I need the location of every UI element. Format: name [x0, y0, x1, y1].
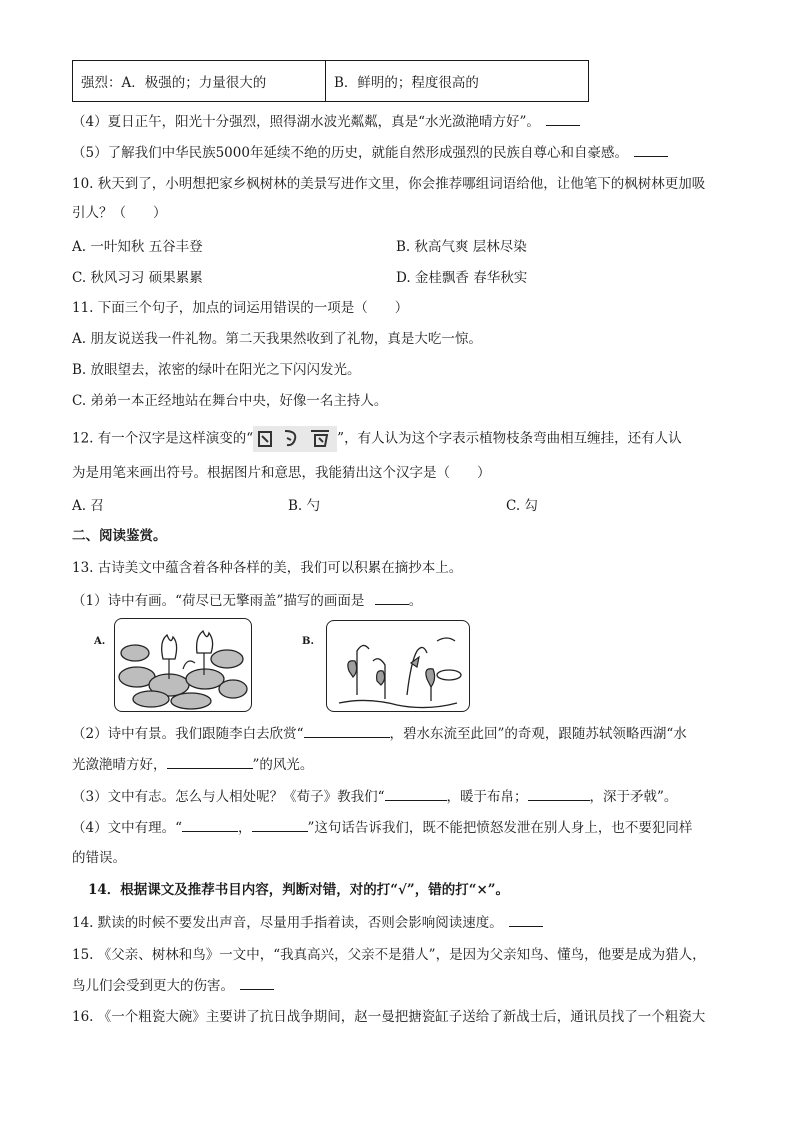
q13-item3-blank1[interactable] — [385, 786, 447, 801]
q13-item3 — [72, 786, 754, 807]
q13-item1-end: 。 — [408, 593, 423, 609]
q9-item4 — [72, 111, 754, 132]
glyph-evolution-icon — [253, 426, 337, 452]
q15-line1: 15. 《父亲、树林和鸟》一文中，“我真高兴，父亲不是猎人”，是因为父亲知鸟、懂鸟，他要是成为猎人， — [72, 947, 706, 963]
q13-item2-blank2[interactable] — [167, 754, 253, 769]
q13-item1-text: （1）诗中有画。“荷尽已无擎雨盖”描写的画面是 — [72, 593, 365, 609]
q13-item2-mid: ，碧水东流至此回”的奇观，跟随苏轼领略西湖“水 — [389, 726, 687, 742]
q10-stem-line2: 引人？（ ） — [72, 205, 167, 221]
q13-item2-line2 — [72, 754, 754, 775]
lotus-picture-a[interactable] — [114, 618, 252, 712]
q12-option-b[interactable]: B. 勺 — [288, 498, 321, 514]
q12-option-a[interactable]: A. 召 — [72, 498, 104, 514]
lotus-picture-b[interactable] — [326, 620, 470, 712]
q13-item4-line2: 的错误。 — [72, 850, 126, 866]
q10-option-a[interactable]: A. 一叶知秋 五谷丰登 — [72, 239, 203, 255]
section14-title: 14．根据课文及推荐书目内容，判断对错，对的打“√”，错的打“×”。 — [88, 882, 510, 898]
definition-cell-b: B．鲜明的；程度很高的 — [326, 61, 589, 102]
q13-item4-post: ”这句话告诉我们，既不能把愤怒发泄在别人身上，也不要犯同样 — [307, 820, 693, 836]
q12-option-c[interactable]: C. 勾 — [506, 498, 538, 514]
q13-item2-pre: （2）诗中有景。我们跟随李白去欣赏“ — [72, 726, 304, 742]
q13-item4 — [72, 817, 754, 838]
q12-stem-pre: 12. 有一个汉字是这样演变的“ — [72, 430, 254, 447]
lotus-bloom-icon — [115, 619, 251, 711]
q12-stem — [72, 426, 754, 452]
q13-item3-pre: （3）文中有志。怎么与人相处呢？《荀子》教我们“ — [72, 789, 385, 805]
q15-line2 — [72, 975, 754, 996]
q11-option-b[interactable]: B. 放眼望去，浓密的绿叶在阳光之下闪闪发光。 — [72, 362, 361, 378]
definition-cell-a: 强烈：A．极强的；力量很大的 — [73, 61, 326, 102]
q10-option-d[interactable]: D. 金桂飘香 春华秋实 — [396, 270, 528, 286]
q13-item3-post: ，深于矛戟”。 — [589, 789, 678, 805]
q14-text: 14. 默读的时候不要发出声音，尽量用手指着读，否则会影响阅读速度。 — [72, 915, 503, 931]
q9-item4-blank[interactable] — [546, 111, 580, 126]
section2-title: 二、阅读鉴赏。 — [72, 528, 167, 544]
q13-item4-blank1[interactable] — [182, 817, 238, 832]
q11-stem: 11. 下面三个句子，加点的词运用错误的一项是（ ） — [72, 300, 409, 316]
q10-option-c[interactable]: C. 秋风习习 硕果累累 — [72, 270, 203, 286]
q13-item2 — [72, 723, 754, 744]
q12-stem-post: ”，有人认为这个字表示植物枝条弯曲相互缠挂，还有人认 — [337, 430, 682, 447]
character-evolution-image — [253, 426, 337, 452]
q13-item2-line2-pre: 光潋滟晴方好， — [72, 757, 167, 773]
q13-item4-blank2[interactable] — [252, 817, 308, 832]
q15-line2-text: 鸟儿们会受到更大的伤害。 — [72, 978, 234, 994]
q10-stem-line1: 10. 秋天到了，小明想把家乡枫树林的美景写进作文里，你会推荐哪组词语给他，让他笔下的枫树林更加吸 — [72, 176, 706, 192]
q13-item4-comma: ， — [238, 820, 252, 836]
q9-item5-blank[interactable] — [634, 142, 668, 157]
q13-item3-blank2[interactable] — [528, 786, 590, 801]
image-b-label: B. — [302, 636, 314, 647]
q9-item5 — [72, 142, 754, 163]
q9-item4-text: （4）夏日正午，阳光十分强烈，照得湖水波光粼粼，真是“水光潋滟晴方好”。 — [72, 114, 540, 130]
q13-item3-mid: ，暖于布帛； — [446, 789, 528, 805]
q14-blank[interactable] — [509, 912, 543, 927]
q13-item1 — [72, 590, 754, 611]
q13-stem: 13. 古诗美文中蕴含着各种各样的美，我们可以积累在摘抄本上。 — [72, 560, 463, 576]
image-a-label: A. — [94, 636, 106, 647]
q11-option-a[interactable]: A. 朋友说送我一件礼物。第二天我果然收到了礼物，真是大吃一惊。 — [72, 331, 482, 347]
definition-table — [72, 60, 589, 102]
q11-option-c[interactable]: C. 弟弟一本正经地站在舞台中央，好像一名主持人。 — [72, 393, 388, 409]
q16-line1: 16. 《一个粗瓷大碗》主要讲了抗日战争期间，赵一曼把搪瓷缸子送给了新战士后，通讯员找了一个粗瓷大 — [72, 1009, 706, 1025]
q14 — [72, 912, 754, 933]
q15-blank[interactable] — [240, 975, 274, 990]
q9-item5-text: （5）了解我们中华民族5000年延续不绝的历史，就能自然形成强烈的民族自尊心和自豪感。 — [72, 145, 628, 161]
q13-item2-blank1[interactable] — [304, 723, 390, 738]
q13-item2-line2-post: ”的风光。 — [252, 757, 314, 773]
q12-line2: 为是用笔来画出符号。根据图片和意思，我能猜出这个汉字是（ ） — [72, 465, 491, 481]
q10-option-b[interactable]: B. 秋高气爽 层林尽染 — [396, 239, 527, 255]
withered-lotus-icon — [327, 621, 469, 711]
q13-item4-pre: （4）文中有理。“ — [72, 820, 182, 836]
q13-item1-blank[interactable] — [375, 590, 409, 605]
